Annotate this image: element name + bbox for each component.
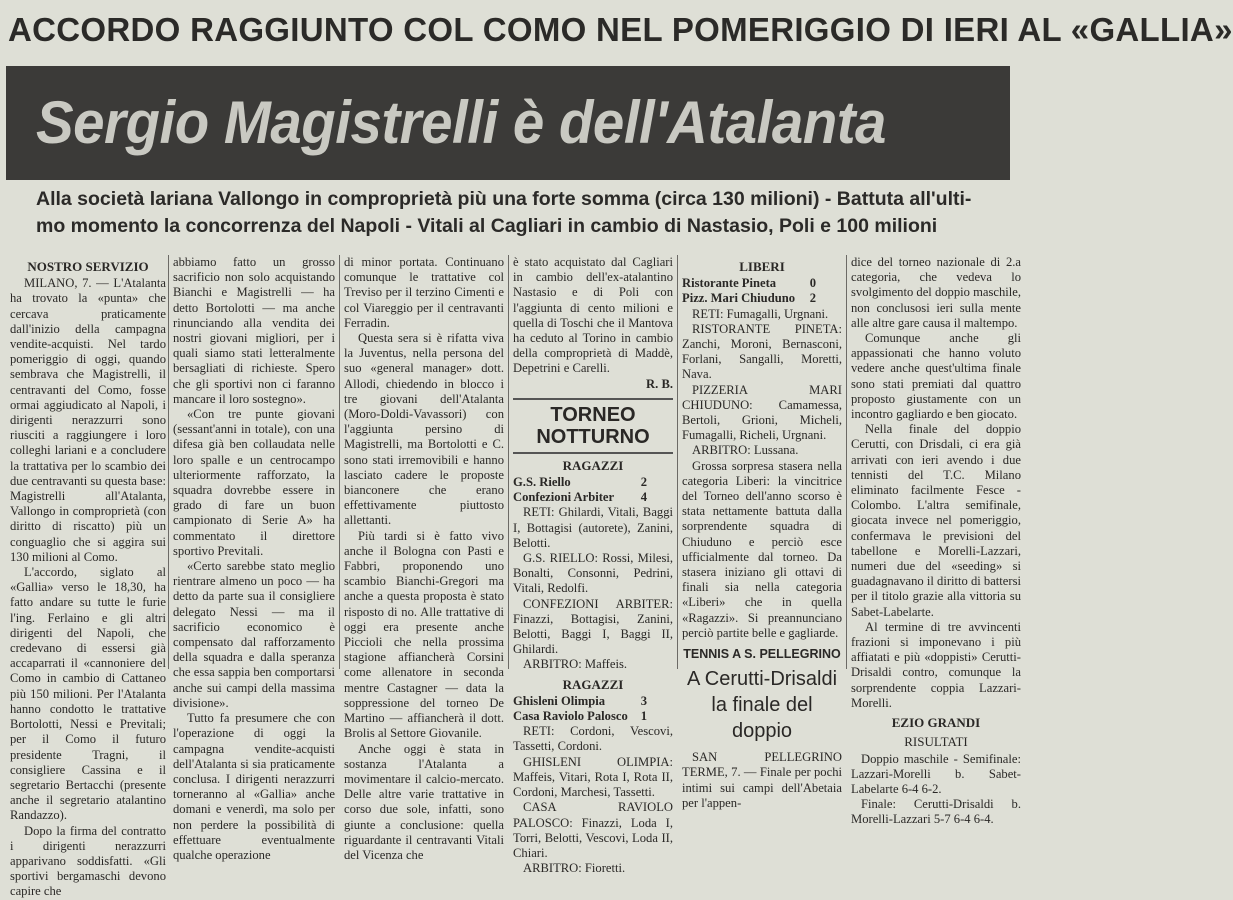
team-score: 1	[640, 709, 647, 724]
paragraph: «Con tre punte giovani (sessant'anni in totale), con una difesa già ben collaudata nelle loro spalle e un centrocampo ulteriormente rafforzato, la squadra dovrebbe essere in grado di fare un buon campionato di Serie A» ha commentato il direttore sportivo Previtali.	[173, 407, 335, 558]
torneo-notturno-heading: TORNEO NOTTURNO	[513, 398, 673, 454]
results-heading: RISULTATI	[904, 734, 968, 750]
column-divider	[846, 255, 847, 669]
paragraph: PIZZERIA MARI CHIUDUNO: Camamessa, Bertoli, Grioni, Micheli, Fumagalli, Richeli, Urgnani.	[682, 382, 842, 443]
article-column-1	[10, 255, 166, 899]
result-line: Finale: Cerutti-Drisaldi b. Morelli-Lazzari 5-7 6-4 6-4.	[851, 797, 1021, 827]
team-score: 0	[809, 276, 816, 291]
article-column-4	[513, 255, 673, 876]
category-heading: RAGAZZI	[562, 457, 624, 473]
score-line	[513, 694, 673, 709]
paragraph: Grossa sorpresa stasera nella categoria Liberi: la vincitrice del Torneo dell'anno scorso è stata nettamente battuta dalla sorprendente squadra di Chiuduno e perciò esce ufficialmente dal torneo. Da stasera iniziano gli ottavi di finali sia nella categoria «Liberi» che in quella «Ragazzi». Si preannunciano perciò partite belle e gagliarde.	[682, 458, 842, 640]
paragraph: Anche oggi è stata in sostanza l'Atalanta a movimentare il calcio-mercato. Delle altre varie trattative in corso due sole, infatti, sono giunte a conclusione: quella riguardante il centravanti Vitali del Vicenza che	[344, 741, 504, 862]
tennis-heading: TENNIS A S. PELLEGRINO	[683, 647, 841, 662]
team-name: Confezioni Arbiter	[513, 490, 615, 505]
team-score: 4	[640, 490, 647, 505]
paragraph: dice del torneo nazionale di 2.a categoria, che vedeva lo svolgimento del doppio maschile, non conclusosi ieri sulla mente alle altre gare causa il maltempo.	[851, 255, 1021, 330]
subheadline-line-1: Alla società lariana Vallongo in comproprietà più una forte somma (circa 130 milioni) - Battuta all'ulti-	[36, 188, 972, 210]
paragraph: di minor portata. Continuano comunque le trattative col Treviso per il terzino Cimenti e col Viareggio per il centravanti Ferradin.	[344, 255, 504, 330]
team-name: Pizz. Mari Chiuduno	[682, 291, 795, 306]
team-score: 2	[809, 291, 816, 306]
paragraph: SAN PELLEGRINO TERME, 7. — Finale per pochi intimi sui campi dell'Abetaia per l'appen-	[682, 750, 842, 810]
team-name: Ristorante Pineta	[682, 276, 777, 291]
tennis-headline: A Cerutti-Drisaldi la finale del doppio	[686, 668, 838, 743]
paragraph: Questa sera si è rifatta viva la Juventus, nella persona del suo «general manager» dott. Allodi, chiedendo in blocco i tre giovani dell'Atalanta (Moro-Doldi-Vavassori) con l'aggiunta persino di Magistrelli, ma Bortolotti e C. sono stati irremovibili e hanno lasciato cadere le proposte bianconere che erano effettivamente piuttosto allettanti.	[344, 331, 504, 528]
category-heading: RAGAZZI	[562, 676, 624, 692]
column-divider	[339, 255, 340, 669]
article-column-3	[344, 255, 504, 862]
column-divider	[168, 255, 169, 669]
team-score: 3	[640, 693, 647, 708]
author-signature: EZIO GRANDI	[891, 715, 981, 731]
paragraph: RETI: Cordoni, Vescovi, Tassetti, Cordoni.	[513, 724, 673, 754]
score-line	[513, 490, 673, 505]
paragraph: MILANO, 7. — L'Atalanta ha trovato la «punta» che cercava praticamente dall'inizio della campagna vendite-acquisti. Nel tardo pomeriggio di oggi, quando sembrava che Magistrelli, il centravanti del Como, fosse ormai aggiudicato al Napoli, i dirigenti nerazzurri sono riusciti a raggiungere i loro colleghi lariani e a concludere la trattativa per lo scambio dei due centravanti su questa base: Magistrelli all'Atalanta, Vallongo in comproprietà (con diritto di riscatto) più un conguaglio che si aggira sui 130 milioni al Como.	[10, 276, 166, 564]
paragraph: Dopo la firma del contratto i dirigenti nerazzurri apparivano soddisfatti. «Gli sportivi bergamaschi devono capire che	[10, 823, 166, 899]
team-name: G.S. Riello	[513, 475, 571, 490]
paragraph: ARBITRO: Lussana.	[692, 443, 799, 458]
paragraph: GHISLENI OLIMPIA: Maffeis, Vitari, Rota I, Rota II, Cordoni, Marchesi, Tassetti.	[513, 754, 673, 800]
category-heading: LIBERI	[739, 259, 785, 274]
paragraph: è stato acquistato dal Cagliari in cambio dell'ex-atalantino Nastasio e di Poli con l'aggiunta di cento milioni e quella di Toschi che il Mantova ha ceduto al Torino in cambio della comproprietà di Maddè, Depetrini e Carelli.	[513, 255, 673, 376]
paragraph: abbiamo fatto un grosso sacrificio non solo acquistando Bianchi e Magistrelli — ha detto Bortolotti — ma anche rinunciando alla vendita dei nostri giovani migliori, per i quali siamo stati letteralmente bersagliati di richieste. Spero che gli sportivi non ci faranno mancare il loro sostegno».	[173, 255, 335, 406]
paragraph: Comunque anche gli appassionati che hanno voluto vedere anche quest'ultima finale sono stati premiati dal quattro proposto giustamente con un incontro gagliardo e ben giocato.	[851, 331, 1021, 422]
paragraph: CASA RAVIOLO PALOSCO: Finazzi, Loda I, Torri, Belotti, Vescovi, Loda II, Chiari.	[513, 800, 673, 860]
article-column-2	[173, 255, 335, 862]
column-divider	[677, 255, 678, 669]
article-column-6	[851, 255, 1021, 827]
paragraph: CONFEZIONI ARBITER: Finazzi, Bottagisi, Zanini, Belotti, Baggi I, Baggi II, Ghilardi.	[513, 596, 673, 657]
paragraph: ARBITRO: Maffeis.	[523, 657, 628, 672]
paragraph: Nella finale del doppio Cerutti, con Drisdali, ci era già arrivati con ieri avendo i due tennisti del T.C. Milano eliminato facilmente Fesce - Colombo. L'altra semifinale, giocata invece nel pomeriggio, confermava le previsioni del tabellone e Morelli-Lazzari, numeri due del «seeding» si guadagnavano il diritto di battersi per il titolo grazie alla vittoria su Sabet-Labelarte.	[851, 422, 1021, 619]
team-score: 2	[640, 475, 647, 490]
score-line	[513, 709, 673, 724]
paragraph: «Certo sarebbe stato meglio rientrare almeno un poco — ha detto da parte sua il consigliere delegato Nessi — ma il sacrificio economico è compensato dal rafforzamento della squadra e dalla speranza che essa sappia ben comportarsi anche sui campi della massima divisione».	[173, 559, 335, 710]
main-headline-banner	[6, 66, 1010, 180]
author-signature: R. B.	[646, 376, 673, 391]
paragraph: L'accordo, siglato al «Gallia» verso le 18,30, ha fatto andare su tutte le furie l'ing. Ferlaino e gli altri dirigenti del Napoli, che credevano di essersi già accaparrati il «cannoniere del Como in cambio di Cattaneo più 150 milioni. Per l'Atalanta hanno condotto le trattative Bortolotti, Nessi e Previtali; per il Como il futuro presidente Tragni, il consigliere Cassina e il segretario Bertacchi (presente anche il segretario atalantino Randazzo).	[10, 565, 166, 823]
main-headline: Sergio Magistrelli è dell'Atalanta	[36, 89, 886, 156]
subheadline	[36, 186, 1012, 242]
result-line: Doppio maschile - Semifinale: Lazzari-Morelli b. Sabet-Labelarte 6-4 6-2.	[851, 751, 1021, 796]
team-name: Casa Raviolo Palosco	[513, 709, 628, 724]
paragraph: Al termine di tre avvincenti frazioni si imponevano i più affiatati e più «doppisti» Cerutti-Drisaldi contro, comunque la sorprendente coppia Lazzari-Morelli.	[851, 619, 1021, 710]
team-name: Ghisleni Olimpia	[513, 693, 606, 708]
score-line	[682, 276, 842, 291]
paragraph: ARBITRO: Fioretti.	[523, 861, 626, 876]
paragraph: G.S. RIELLO: Rossi, Milesi, Bonalti, Consonni, Pedrini, Vitali, Redolfi.	[513, 551, 673, 596]
score-line	[682, 291, 842, 306]
byline-heading: NOSTRO SERVIZIO	[27, 259, 149, 274]
paragraph: Più tardi si è fatto vivo anche il Bologna con Pasti e Fabbri, proponendo uno scambio Bianchi-Gregori ma anche a questa proposta è stato risposto di no. Alle trattative di oggi era presente anche Piccioli che nella prossima stagione affiancherà Corsini come allenatore in seconda mentre Castagner — data la soppressione del torneo De Martino — affiancherà il dott. Brolis al Settore Giovanile.	[344, 528, 504, 741]
paragraph: RETI: Ghilardi, Vitali, Baggi I, Bottagisi (autorete), Zanini, Belotti.	[513, 505, 673, 550]
subheadline-line-2: mo momento la concorrenza del Napoli - Vitali al Cagliari in cambio di Nastasio, Poli e 100 milioni	[36, 215, 938, 237]
paragraph: Tutto fa presumere che con l'operazione di oggi la campagna vendite-acquisti dell'Atalanta si sia praticamente conclusa. I dirigenti nerazzurri torneranno al «Gallia» anche domani e venerdì, ma solo per non perdere la possibilità di effettuare eventualmente qualche operazione	[173, 711, 335, 862]
score-line	[513, 475, 673, 490]
column-divider	[508, 255, 509, 669]
paragraph: RETI: Fumagalli, Urgnani.	[692, 306, 829, 321]
kicker-headline: ACCORDO RAGGIUNTO COL COMO NEL POMERIGGIO DI IERI AL «GALLIA»	[8, 11, 1233, 48]
article-column-5	[682, 255, 842, 810]
paragraph: RISTORANTE PINETA: Zanchi, Moroni, Bernasconi, Forlani, Sangalli, Moretti, Nava.	[682, 321, 842, 382]
